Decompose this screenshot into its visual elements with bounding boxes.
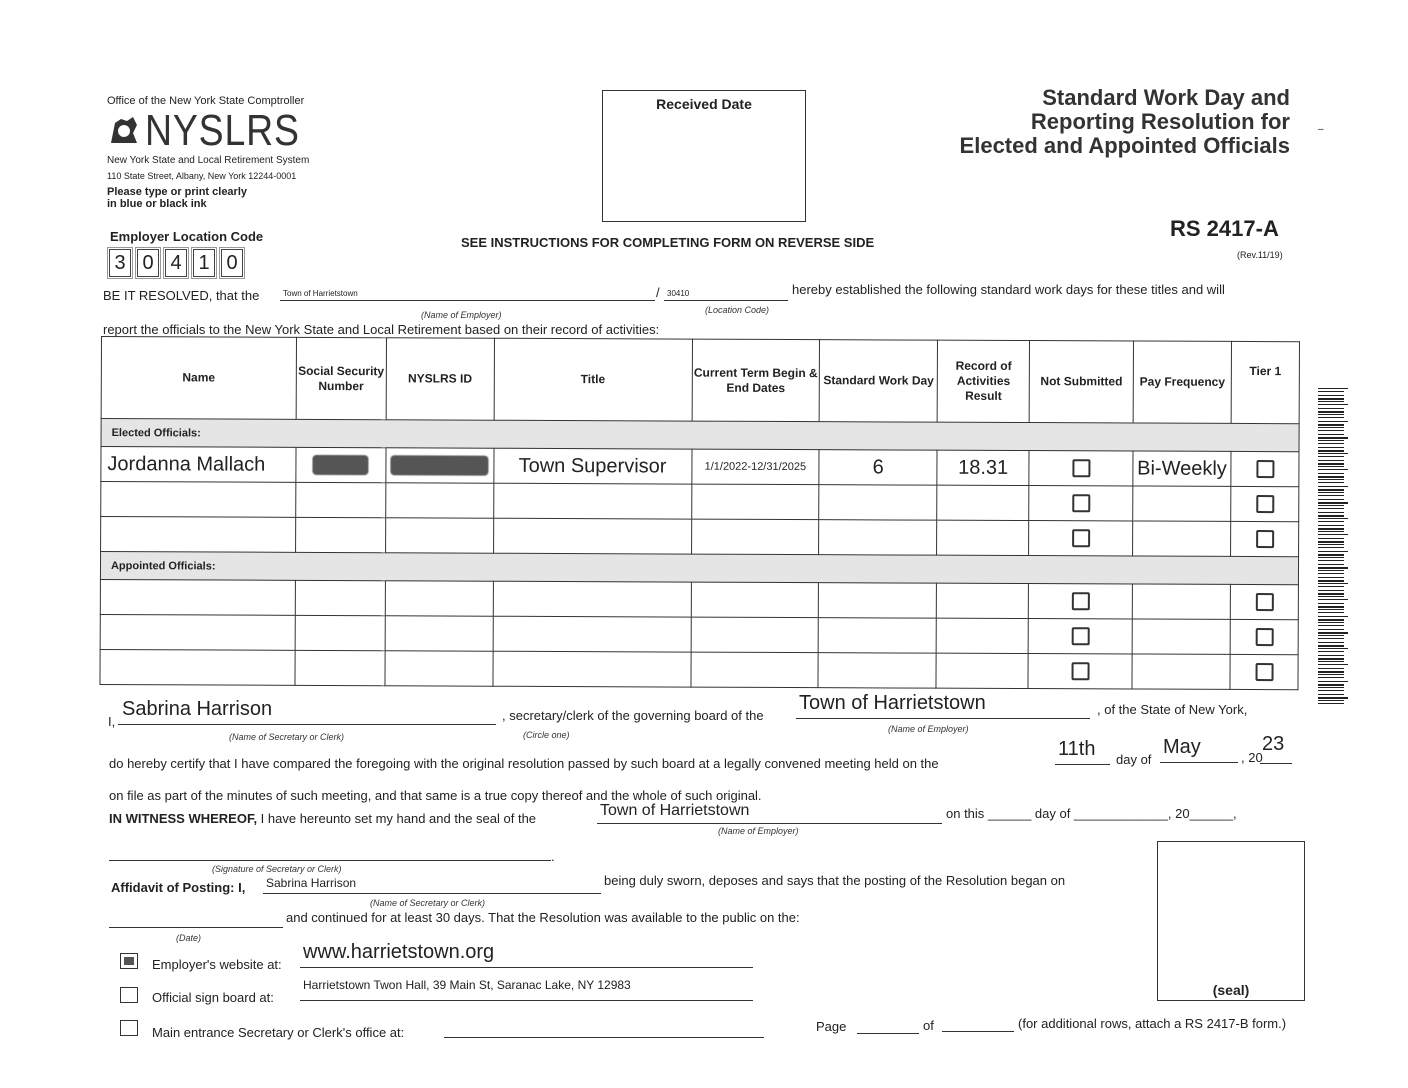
barcode-bar [1318,697,1348,699]
barcode-bar [1318,398,1344,400]
barcode-bar [1318,391,1344,392]
barcode-bar [1318,411,1344,413]
barcode-bar [1318,427,1344,428]
barcode-bar [1318,473,1344,474]
report-statement: report the officials to the New York State and Local Retirement based on their record of activities: [103,322,660,337]
empty-cell[interactable] [385,616,493,651]
header-term-dates: Current Term Begin & End Dates [692,339,820,422]
barcode-bar [1318,434,1344,435]
employer-location-code [109,249,247,277]
barcode-bar [1318,593,1344,595]
empty-cell[interactable] [385,518,493,553]
empty-cell[interactable] [100,579,295,615]
term-dates[interactable]: 1/1/2022-12/31/2025 [691,449,819,485]
barcode-bar [1318,489,1344,491]
barcode-bar [1318,668,1344,669]
seal-label: (seal) [1212,982,1250,998]
empty-cell[interactable] [493,518,691,554]
witness-bold: IN WITNESS WHEREOF, [109,811,258,826]
ssn-cell [296,447,386,482]
slash-separator: / [656,285,660,300]
appointed-officials-label: Appointed Officials: [100,552,1298,585]
barcode-bar [1318,616,1348,617]
header-ssn: Social Security Number [296,337,386,419]
employer-name-field[interactable]: Town of Harrietstown [280,283,655,301]
nyslrs-logo [107,106,337,155]
empty-cell[interactable] [691,519,819,555]
barcode-bar [1318,586,1344,587]
barcode-bar [1318,443,1344,444]
employer-location-code-label: Employer Location Code [110,229,264,244]
empty-cell[interactable] [385,581,493,616]
caption-employer-2: (Name of Employer) [888,724,969,734]
signature-dot: . [551,849,555,864]
barcode-bar [1318,508,1344,509]
secretary-name-field[interactable] [118,700,496,725]
tier-1-cell [1230,654,1298,689]
barcode-bar [1318,622,1344,623]
sign-board-label: Official sign board at: [152,990,274,1005]
state-seal-icon [107,113,141,149]
barcode-bar [1318,463,1344,465]
not-submitted-checkbox[interactable] [1071,662,1089,680]
agency-address: 110 State Street, Albany, New York 12244-0001 [107,171,297,181]
table-header-row [101,337,1299,424]
caption-signature: (Signature of Secretary or Clerk) [212,864,342,874]
elc-digit[interactable]: 4 [165,249,187,277]
empty-cell[interactable] [493,651,691,687]
not-submitted-cell [1028,584,1132,619]
additional-rows-note: (for additional rows, attach a RS 2417-B form.) [1018,1016,1287,1031]
form-revision: (Rev.11/19) [1237,250,1283,260]
instructions-note: SEE INSTRUCTIONS FOR COMPLETING FORM ON REVERSE SIDE [461,235,875,250]
barcode-bar [1318,528,1344,530]
logo-text: NYSLRS [145,106,300,155]
form-title [960,86,1290,158]
elected-officials-label: Elected Officials: [101,419,1299,452]
caption-employer: (Name of Employer) [421,310,502,320]
barcode-bar [1318,551,1348,552]
barcode-bar [1318,437,1348,439]
not-submitted-checkbox[interactable] [1071,627,1089,645]
agency-block [107,95,337,210]
not-submitted-checkbox[interactable] [1071,592,1089,610]
barcode-bar [1318,531,1344,532]
empty-cell[interactable] [295,615,385,650]
empty-cell[interactable] [936,618,1028,653]
tier-1-cell [1230,619,1298,654]
barcode-bar [1318,658,1344,660]
barcode-bar [1318,544,1344,545]
page-label: Page [816,1019,847,1034]
barcode-bar [1318,606,1344,608]
cert-prefix: I, [108,714,116,729]
not-submitted-cell [1029,451,1133,486]
tier-1-checkbox[interactable] [1255,593,1273,611]
of-label: of [923,1018,934,1033]
barcode-bar [1318,573,1344,574]
barcode-bar [1318,538,1344,539]
caption-circle-one: (Circle one) [523,730,570,740]
barcode-bar [1318,401,1344,402]
empty-cell[interactable] [493,616,691,652]
barcode-bar [1318,424,1344,426]
barcode-bar [1318,687,1344,688]
barcode-bar [1318,570,1344,571]
board-employer-field[interactable] [796,694,1090,719]
not-submitted-checkbox[interactable] [1072,529,1090,547]
affidavit-name-field[interactable] [263,876,601,894]
barcode-bar [1318,674,1344,675]
barcode-bar [1318,609,1344,610]
barcode-bar [1318,645,1344,647]
elc-digit[interactable]: 3 [109,249,131,277]
barcode-bar [1318,567,1348,569]
tier-1-cell [1231,521,1299,556]
barcode-bar [1318,671,1344,673]
empty-cell[interactable] [100,614,295,650]
empty-cell[interactable] [1132,654,1230,689]
title-line-2: Reporting Resolution for [1030,109,1290,134]
received-date-label: Received Date [656,96,752,112]
barcode-bar [1318,638,1344,639]
office-name: Office of the New York State Comptroller [107,95,305,107]
header-standard-work-day: Standard Work Day [820,340,938,423]
seal-box [1157,841,1305,1001]
secretary-name: Sabrina Harrison [122,698,273,720]
empty-cell[interactable] [385,483,493,518]
record-of-activities[interactable]: 18.31 [937,450,1029,485]
tier-1-checkbox[interactable] [1255,628,1273,646]
empty-cell[interactable] [1132,619,1230,654]
table-row [101,517,1299,557]
barcode-bar [1318,502,1348,504]
tier-1-cell [1231,451,1299,486]
barcode-bar [1318,635,1344,636]
cert-state-text: , of the State of New York, [1097,702,1248,717]
meeting-day: 11th [1058,738,1096,760]
empty-cell[interactable] [493,581,691,617]
barcode-bar [1318,694,1344,695]
barcode-graphic [1318,388,1348,706]
on-this-day-text: on this ______ day of _____________, 20______, [946,806,1237,821]
tier-1-checkbox[interactable] [1256,495,1274,513]
sign-board-field[interactable] [300,976,753,1001]
barcode-bar [1318,577,1344,578]
elc-digit[interactable]: 0 [137,249,159,277]
barcode-bar [1318,651,1344,652]
empty-cell[interactable] [690,652,818,688]
continued-statement: and continued for at least 30 days. That the Resolution was available to the public on the: [286,910,800,925]
empty-cell[interactable] [295,580,385,615]
title-line-1: Standard Work Day and [1042,85,1290,110]
barcode-bar [1318,564,1344,565]
empty-cell[interactable] [937,583,1029,618]
empty-cell[interactable] [691,617,819,653]
empty-cell[interactable] [819,618,937,654]
margin-mark: – [1318,124,1324,135]
barcode-bar [1318,440,1344,441]
header-record-of-activities: Record of Activities Result [937,340,1029,422]
barcode-bar [1318,632,1348,634]
empty-cell[interactable] [295,650,385,685]
tier-1-cell [1230,584,1298,619]
barcode-bar [1318,521,1344,522]
meeting-month: May [1163,736,1201,758]
elc-digit[interactable]: 0 [221,249,243,277]
empty-cell[interactable] [385,651,493,686]
officials-table [99,336,1300,690]
empty-cell[interactable] [1133,521,1231,556]
elc-digit[interactable]: 1 [193,249,215,277]
barcode-bar [1318,661,1344,662]
empty-cell[interactable] [819,583,937,619]
received-date-box [602,90,806,222]
empty-cell[interactable] [100,649,295,685]
barcode-bar [1318,603,1344,604]
barcode-bar [1318,466,1344,467]
tier-1-checkbox[interactable] [1256,530,1274,548]
board-employer-name: Town of Harrietstown [799,692,986,714]
empty-cell[interactable] [101,517,296,553]
barcode-bar [1318,703,1344,704]
barcode-bar [1318,612,1344,613]
barcode-bar [1318,648,1348,649]
not-submitted-checkbox[interactable] [1072,459,1090,477]
empty-cell[interactable] [937,520,1029,555]
resolution-suffix: hereby established the following standard work days for these titles and will [792,282,1225,297]
header-nyslrs-id: NYSLRS ID [386,338,494,420]
ink-note-1: Please type or print clearly [107,186,248,198]
empty-cell[interactable] [937,485,1029,520]
not-submitted-cell [1029,486,1133,521]
barcode-bar [1318,580,1344,582]
barcode-bar [1318,690,1344,691]
system-name: New York State and Local Retirement System [107,155,310,166]
pay-frequency[interactable]: Bi-Weekly [1133,451,1231,486]
tier-1-checkbox[interactable] [1255,663,1273,681]
redacted-ssn [313,455,369,475]
barcode-bar [1318,681,1348,682]
meeting-year: 23 [1262,733,1285,755]
barcode-bar [1318,525,1344,526]
barcode-bar [1318,664,1348,665]
main-entrance-label: Main entrance Secretary or Clerk's office at: [152,1025,405,1040]
empty-cell[interactable] [819,485,937,521]
website-label: Employer's website at: [152,957,282,972]
witness-employer-name: Town of Harrietstown [600,802,750,819]
header-tier-1: Tier 1 [1231,341,1299,423]
main-entrance-field[interactable] [444,1022,764,1038]
affidavit-label: Affidavit of Posting: I, [111,880,246,895]
witness-text: I have hereunto set my hand and the seal of the [257,811,537,826]
tier-1-checkbox[interactable] [1256,460,1274,478]
meeting-year-field[interactable] [1260,734,1292,764]
location-code-field[interactable]: 30410 [664,283,788,301]
caption-employer-3: (Name of Employer) [718,826,799,836]
barcode-bar [1318,469,1348,470]
barcode-bar [1318,684,1344,686]
barcode-bar [1318,482,1344,483]
table-row [100,614,1298,654]
empty-cell[interactable] [818,653,936,689]
empty-cell[interactable] [295,517,385,552]
barcode-bar [1318,505,1344,506]
header-not-submitted: Not Submitted [1029,341,1133,423]
sworn-statement: being duly sworn, deposes and says that the posting of the Resolution began on [604,873,1066,888]
page-number-field[interactable] [857,1018,919,1034]
day-of-label: day of [1116,752,1152,767]
barcode-bar [1318,518,1348,519]
caption-secretary: (Name of Secretary or Clerk) [229,732,345,742]
signature-field[interactable] [109,845,551,861]
nyslrs-id-cell [386,448,494,483]
year-prefix: , 20 [1241,750,1263,765]
not-submitted-cell [1028,654,1132,689]
ink-note-2: in blue or black ink [107,198,207,210]
barcode-bar [1318,479,1344,480]
barcode-bar [1318,629,1344,630]
barcode-bar [1318,554,1344,556]
sign-board-value: Harrietstown Twon Hall, 39 Main St, Saranac Lake, NY 12983 [303,978,631,992]
certify-statement: do hereby certify that I have compared the foregoing with the original resolution passed by such board at a legally convened meeting held on the [109,756,939,771]
barcode-bar [1318,655,1344,656]
caption-affidavit-name: (Name of Secretary or Clerk) [370,898,486,908]
posting-date-field[interactable] [109,912,283,928]
meeting-day-field[interactable] [1055,740,1110,765]
barcode-bar [1318,388,1348,389]
header-name: Name [101,337,296,420]
table-row [100,579,1298,619]
barcode-bar [1318,619,1344,621]
affidavit-name: Sabrina Harrison [266,876,357,890]
empty-cell[interactable] [1133,486,1231,521]
empty-cell[interactable] [691,582,819,618]
barcode-bar [1318,476,1344,478]
barcode-bar [1318,596,1344,597]
barcode-bar [1318,492,1344,493]
barcode-bar [1318,512,1344,513]
empty-cell[interactable] [493,483,691,519]
barcode-bar [1318,515,1344,517]
barcode-bar [1318,625,1344,626]
barcode-bar [1318,583,1348,584]
official-name[interactable]: Jordanna Mallach [101,447,296,483]
not-submitted-checkbox[interactable] [1072,494,1090,512]
barcode-bar [1318,700,1344,701]
barcode-bar [1318,495,1344,496]
title-line-3: Elected and Appointed Officials [959,133,1290,158]
website-value: www.harrietstown.org [303,941,495,963]
main-entrance-checkbox[interactable] [120,1020,138,1036]
ink-instruction [107,186,337,210]
witness-statement [109,811,536,826]
table-row [101,482,1299,522]
barcode-bar [1318,547,1344,548]
barcode-bar [1318,404,1348,405]
empty-cell[interactable] [819,520,937,556]
barcode-bar [1318,590,1344,591]
barcode-bar [1318,395,1344,396]
meeting-month-field[interactable] [1160,738,1238,763]
form-number: RS 2417-A [1170,216,1279,241]
barcode-bar [1318,414,1344,415]
empty-cell[interactable] [1132,584,1230,619]
barcode-bar [1318,408,1344,409]
empty-cell[interactable] [691,484,819,520]
header-title: Title [494,338,692,421]
not-submitted-cell [1028,619,1132,654]
barcode-bar [1318,499,1344,500]
caption-location-code: (Location Code) [705,305,770,315]
on-file-statement: on file as part of the minutes of such meeting, and that same is a true copy thereof and the whole of such original. [109,788,762,803]
barcode-bar [1318,447,1344,448]
resolution-prefix: BE IT RESOLVED, that the [103,288,260,303]
barcode-bar [1318,560,1344,561]
table-row [100,649,1298,689]
barcode-bar [1318,599,1348,600]
table-row [101,447,1299,487]
barcode-bar [1318,677,1344,678]
tier-1-cell [1231,486,1299,521]
sign-board-checkbox[interactable] [120,987,138,1003]
not-submitted-cell [1029,521,1133,556]
empty-cell[interactable] [101,482,296,518]
standard-work-day[interactable]: 6 [819,450,937,486]
barcode-bar [1318,421,1348,422]
empty-cell[interactable] [936,653,1028,688]
barcode-bar [1318,486,1348,487]
barcode-bar [1318,453,1348,454]
barcode-bar [1318,417,1344,418]
empty-cell[interactable] [296,482,386,517]
barcode-bar [1318,541,1344,543]
barcode-bar [1318,534,1348,535]
header-pay-frequency: Pay Frequency [1133,341,1231,423]
barcode-bar [1318,642,1344,643]
official-title[interactable]: Town Supervisor [494,448,692,484]
page-total-field[interactable] [942,1016,1014,1032]
website-checkbox[interactable] [120,953,138,969]
witness-employer-field[interactable] [597,804,942,824]
cert-mid-text: , secretary/clerk of the governing board of the [502,708,764,723]
website-field[interactable] [300,943,753,968]
barcode-bar [1318,450,1344,452]
caption-date: (Date) [176,933,202,943]
barcode-bar [1318,430,1344,431]
barcode-bar [1318,557,1344,558]
redacted-nyslrs-id [391,455,489,475]
barcode-bar [1318,460,1344,461]
barcode-bar [1318,456,1344,457]
